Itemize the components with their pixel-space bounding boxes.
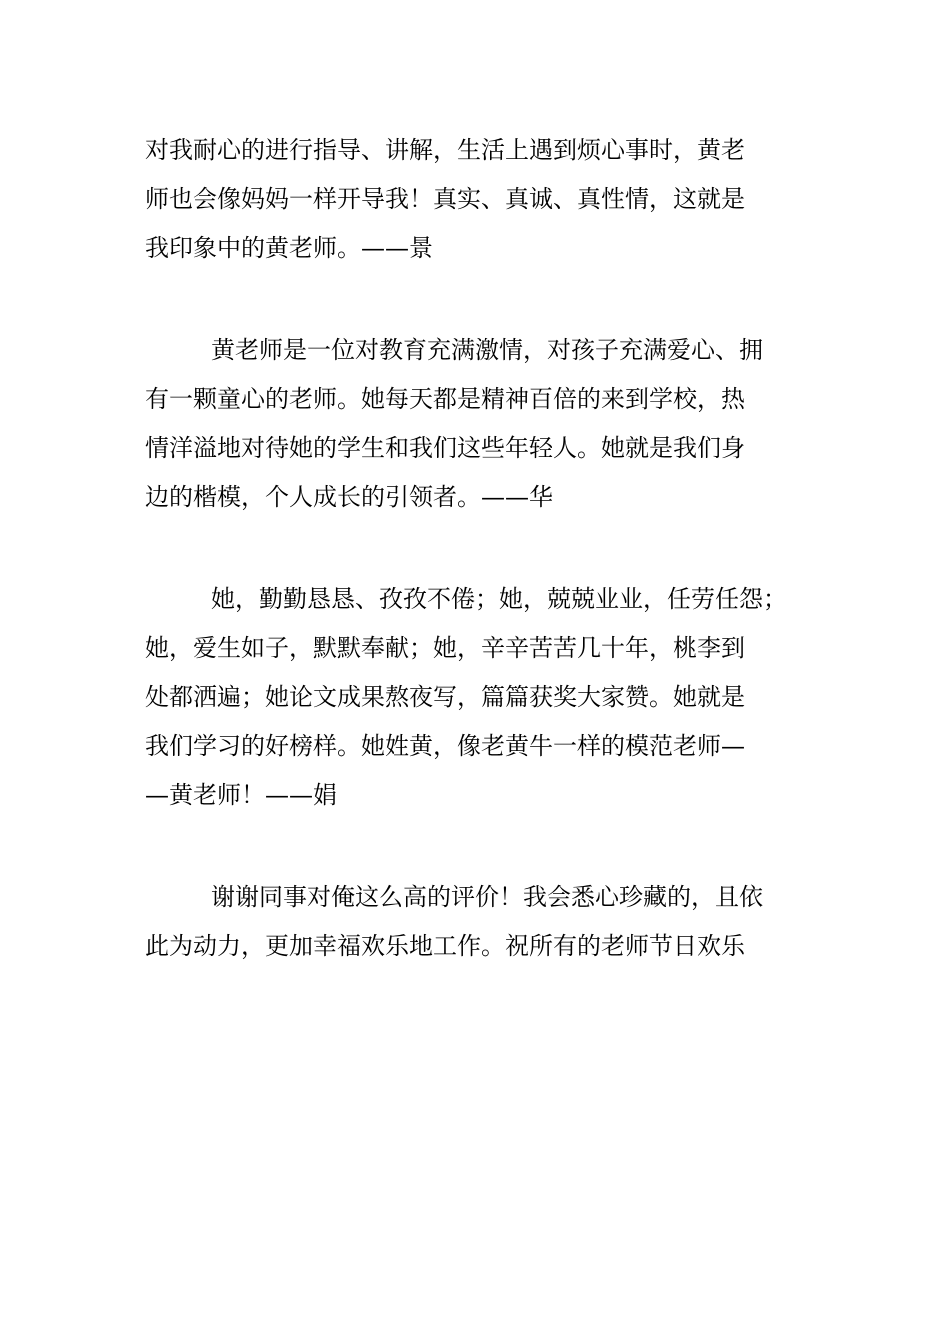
text-line: 对我耐心的进行指导、讲解，生活上遇到烦心事时，黄老 [145, 136, 745, 164]
text-line: 边的楷模，个人成长的引领者。——华 [145, 483, 553, 511]
text-line: 黄老师是一位对教育充满激情，对孩子充满爱心、拥 [211, 336, 763, 364]
text-line: 谢谢同事对俺这么高的评价！我会悉心珍藏的，且依 [211, 883, 763, 911]
text-line: 处都洒遍；她论文成果熬夜写，篇篇获奖大家赞。她就是 [145, 683, 745, 711]
text-line: 情洋溢地对待她的学生和我们这些年轻人。她就是我们身 [145, 434, 745, 462]
text-line: 她，勤勤恳恳、孜孜不倦；她，兢兢业业，任劳任怨； [211, 585, 787, 613]
text-line: 我们学习的好榜样。她姓黄，像老黄牛一样的模范老师— [145, 732, 745, 760]
text-line: 我印象中的黄老师。——景 [145, 234, 433, 262]
text-line: 她，爱生如子，默默奉献；她，辛辛苦苦几十年，桃李到 [145, 634, 745, 662]
text-line: 有一颗童心的老师。她每天都是精神百倍的来到学校，热 [145, 385, 745, 413]
text-line: 此为动力，更加幸福欢乐地工作。祝所有的老师节日欢乐 [145, 932, 745, 960]
text-line: —黄老师！——娟 [145, 781, 337, 809]
text-line: 师也会像妈妈一样开导我！真实、真诚、真性情，这就是 [145, 185, 745, 213]
